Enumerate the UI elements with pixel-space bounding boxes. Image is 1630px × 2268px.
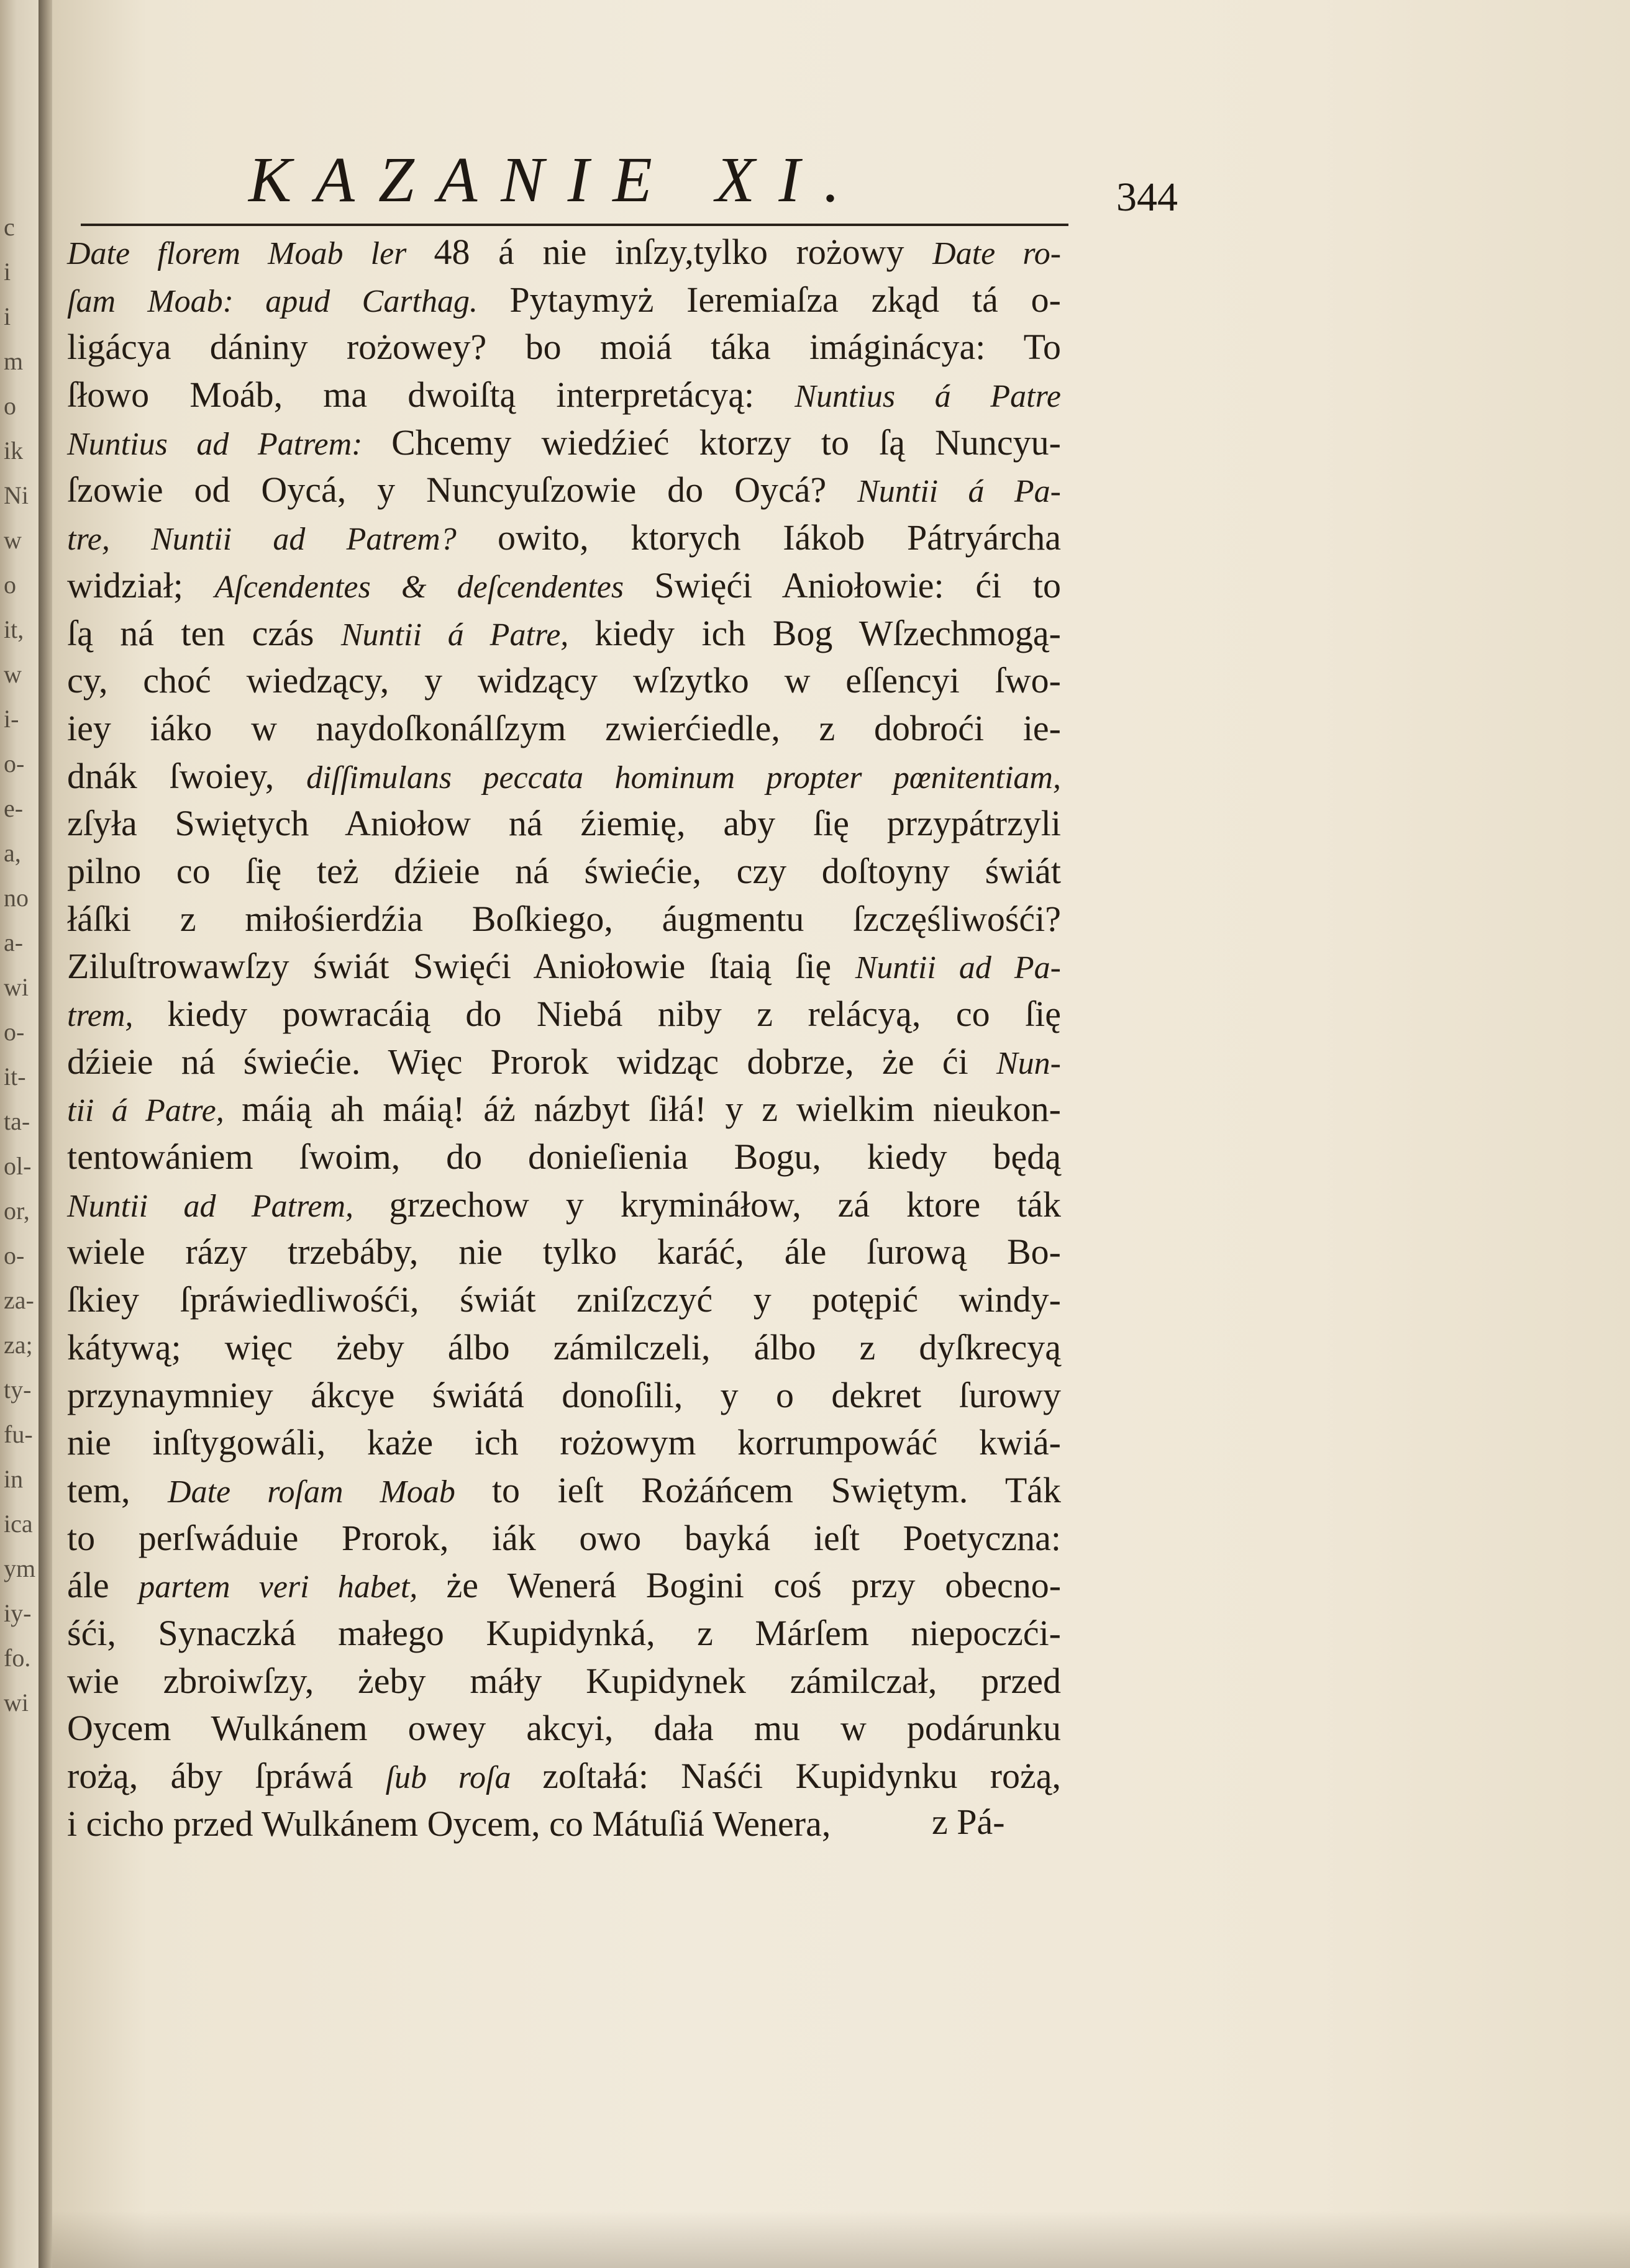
adjacent-page-text xyxy=(4,205,41,1725)
line-text: tem, xyxy=(67,1469,168,1510)
latin-italic-text: Nuntius ad Patrem: xyxy=(67,426,392,462)
text-line xyxy=(67,324,1061,371)
latin-italic-text: tii á Patre, xyxy=(67,1093,242,1129)
latin-italic-text: Nuntii á Patre, xyxy=(340,617,595,653)
edge-fragment: ica xyxy=(4,1510,33,1538)
edge-fragment: o- xyxy=(4,750,25,778)
latin-italic-text: partem veri habet, xyxy=(139,1569,447,1605)
edge-fragment: it, xyxy=(4,615,24,643)
text-line xyxy=(67,419,1061,467)
line-text: kiedy powracáią do Niebá niby z relácyą, co ſię xyxy=(167,994,1062,1034)
edge-fragment: ik xyxy=(4,437,24,465)
line-text: śći, Synaczká małego Kupidynká, z Márſem niepoczći- xyxy=(67,1612,1061,1653)
latin-italic-text: Date ro- xyxy=(932,236,1062,271)
latin-italic-text: ſub roſa xyxy=(385,1760,543,1795)
line-text: zoſtałá: Naśći Kupidynku rożą, xyxy=(542,1756,1062,1796)
page-number: 344 xyxy=(1116,175,1178,220)
text-line xyxy=(67,1324,1061,1372)
text-line xyxy=(67,943,1061,991)
text-line xyxy=(67,1133,1061,1181)
line-text: 48 á nie inſzy,tylko rożowy xyxy=(434,232,933,272)
latin-italic-text: Nuntius á Patre xyxy=(795,379,1061,415)
line-text: że Wenerá Bogini coś przy obecno- xyxy=(446,1565,1062,1606)
text-line xyxy=(67,1515,1061,1563)
line-text: i cicho przed Wulkánem Oycem, co Mátuſiá Wenera, xyxy=(67,1803,831,1844)
latin-italic-text: Aſcendentes & deſcendentes xyxy=(214,569,655,605)
edge-fragment: fu- xyxy=(4,1420,33,1448)
edge-fragment: za- xyxy=(4,1286,34,1314)
text-line xyxy=(67,800,1061,848)
text-line xyxy=(67,896,1061,943)
page-header xyxy=(248,143,1118,224)
line-text: przynaymniey ákcye świátá donoſili, y o dekret ſurowy xyxy=(67,1374,1061,1415)
edge-fragment: w xyxy=(4,660,22,688)
latin-italic-text: Nuntii á Pa- xyxy=(857,474,1061,510)
latin-italic-text: ſam Moab: apud Carthag. xyxy=(67,283,510,319)
text-line xyxy=(67,1562,1061,1610)
line-text: rożą, áby ſpráwá xyxy=(67,1756,386,1796)
latin-italic-text: diſſimulans peccata hominum propter pœnitentiam, xyxy=(306,760,1061,796)
text-line xyxy=(67,1658,1061,1705)
line-text: ligácya dániny rożowey? bo moiá táka imáginácya: To xyxy=(67,327,1061,368)
line-text: to ieſt Rożáńcem Swiętym. Ták xyxy=(491,1469,1062,1510)
text-line xyxy=(67,610,1061,658)
latin-italic-text: tre, Nuntii ad Patrem? xyxy=(67,522,498,558)
line-text: nie inſtygowáli, każe ich rożowym korrumpowáć kwiá- xyxy=(67,1422,1061,1463)
line-text: iey iáko w naydoſkonálſzym zwierćiedle, z dobroći ie- xyxy=(67,707,1061,748)
text-line xyxy=(67,371,1061,419)
text-line xyxy=(67,466,1061,514)
edge-fragment: o xyxy=(4,392,16,420)
header-rule xyxy=(81,224,1068,226)
edge-fragment: za; xyxy=(4,1331,33,1359)
text-line xyxy=(67,1467,1061,1515)
text-line xyxy=(67,1228,1061,1276)
edge-fragment: no xyxy=(4,884,29,912)
line-text: wiele rázy trzebáby, nie tylko karáć, ále ſurową Bo- xyxy=(67,1232,1061,1272)
line-text: dźieie ná świećie. Więc Prorok widząc dobrze, że ći xyxy=(67,1041,996,1082)
line-text: kátywą; więc żeby álbo zámilczeli, álbo z dyſkrecyą xyxy=(67,1327,1061,1368)
edge-fragment: o- xyxy=(4,1018,25,1046)
edge-fragment: e- xyxy=(4,794,24,822)
line-text: łáſki z miłośierdźia Boſkiego, áugmentu ſzczęśliwośći? xyxy=(67,898,1061,939)
line-text: Oycem Wulkánem owey akcyi, dała mu w podárunku xyxy=(67,1708,1061,1749)
edge-fragment: Ni xyxy=(4,481,29,509)
text-line xyxy=(67,753,1061,801)
text-line xyxy=(67,514,1061,562)
latin-italic-text: Date roſam Moab xyxy=(168,1474,492,1510)
line-text: ſłowo Moáb, ma dwoiſtą interpretácyą: xyxy=(67,374,795,415)
line-text: kiedy ich Bog Wſzechmogą- xyxy=(594,612,1061,653)
text-line xyxy=(67,657,1061,705)
text-line xyxy=(67,991,1061,1038)
line-text: cy, choć wiedzący, y widzący wſzytko w eſſencyi ſwo- xyxy=(67,660,1061,701)
latin-italic-text: trem, xyxy=(67,998,168,1033)
edge-fragment: a, xyxy=(4,839,21,867)
line-text: máią ah máią! áż názbyt ſiłá! y z wielkim nieukon- xyxy=(242,1089,1061,1130)
line-text: widział; xyxy=(67,565,215,606)
text-line xyxy=(67,705,1061,753)
line-text: wie zbroiwſzy, żeby máły Kupidynek zámilczał, przed xyxy=(67,1660,1061,1701)
line-text: owito, ktorych Iákob Pátryárcha xyxy=(497,517,1061,558)
line-text: to perſwáduie Prorok, iák owo bayká ieſt Poetyczna: xyxy=(67,1517,1061,1558)
line-text: tentowániem ſwoim, do donieſienia Bogu, kiedy będą xyxy=(67,1136,1061,1177)
edge-fragment: it- xyxy=(4,1063,26,1091)
text-line xyxy=(67,848,1061,896)
edge-fragment: c xyxy=(4,213,15,241)
edge-fragment: a- xyxy=(4,928,24,956)
text-line xyxy=(67,1610,1061,1658)
line-text: Pytaymyż Ieremiaſza zkąd tá o- xyxy=(509,279,1061,320)
edge-fragment: or, xyxy=(4,1197,30,1225)
edge-fragment: i- xyxy=(4,705,19,733)
edge-fragment: ym xyxy=(4,1554,36,1582)
text-line xyxy=(67,229,1061,276)
line-text: grzechow y krymináłow, zá ktore ták xyxy=(389,1184,1061,1225)
text-line xyxy=(67,1038,1061,1086)
edge-fragment: iy- xyxy=(4,1599,32,1627)
latin-italic-text: Nuntii ad Pa- xyxy=(855,950,1061,986)
text-line xyxy=(67,1705,1061,1753)
text-line xyxy=(67,1372,1061,1420)
body-text xyxy=(67,229,1061,1848)
line-text: ſkiey ſpráwiedliwośći, świát zniſzczyć y potępić windy- xyxy=(67,1279,1061,1320)
edge-fragment: o xyxy=(4,571,16,599)
edge-fragment: i xyxy=(4,258,11,286)
line-text: Swięći Aniołowie: ći to xyxy=(654,565,1061,606)
edge-fragment: o- xyxy=(4,1241,25,1269)
line-text: Ziluſtrowawſzy świát Swięći Aniołowie ſtaią ſię xyxy=(67,946,855,987)
edge-fragment: m xyxy=(4,347,24,375)
line-text: pilno co ſię też dźieie ná świećie, czy doſtoyny świát xyxy=(67,850,1061,891)
edge-fragment: fo. xyxy=(4,1644,31,1672)
edge-fragment: ol- xyxy=(4,1152,32,1180)
line-text: ále xyxy=(67,1565,139,1606)
line-text: dnák ſwoiey, xyxy=(67,755,307,796)
text-line xyxy=(67,1276,1061,1324)
page-shadow xyxy=(52,2211,1630,2268)
line-text: ſzowie od Oycá, y Nuncyuſzowie do Oycá? xyxy=(67,469,858,510)
text-line xyxy=(67,1800,1061,1848)
latin-italic-text: Date florem Moab ler xyxy=(67,236,434,271)
text-line xyxy=(67,1086,1061,1133)
edge-fragment: ta- xyxy=(4,1107,30,1135)
running-title: KAZANIE XI. xyxy=(248,144,863,215)
edge-fragment: ty- xyxy=(4,1376,32,1404)
edge-fragment: wi xyxy=(4,973,29,1001)
edge-fragment: w xyxy=(4,526,22,554)
line-text: ſą ná ten czás xyxy=(67,612,341,653)
line-text: zſyła Swiętych Aniołow ná źiemię, aby ſię przypátrzyli xyxy=(67,803,1061,844)
edge-fragment: in xyxy=(4,1465,24,1493)
line-text: Chcemy wiedźieć ktorzy to ſą Nuncyu- xyxy=(391,422,1061,463)
latin-italic-text: Nun- xyxy=(996,1045,1061,1081)
edge-fragment: wi xyxy=(4,1689,29,1717)
text-line xyxy=(67,1419,1061,1467)
text-line xyxy=(67,1753,1061,1800)
latin-italic-text: Nuntii ad Patrem, xyxy=(67,1188,389,1224)
text-line xyxy=(67,276,1061,324)
text-line xyxy=(67,562,1061,610)
text-line xyxy=(67,1181,1061,1229)
edge-fragment: i xyxy=(4,302,11,330)
adjacent-page-edge xyxy=(0,0,41,2268)
catchword: z Pá- xyxy=(932,1802,1005,1842)
